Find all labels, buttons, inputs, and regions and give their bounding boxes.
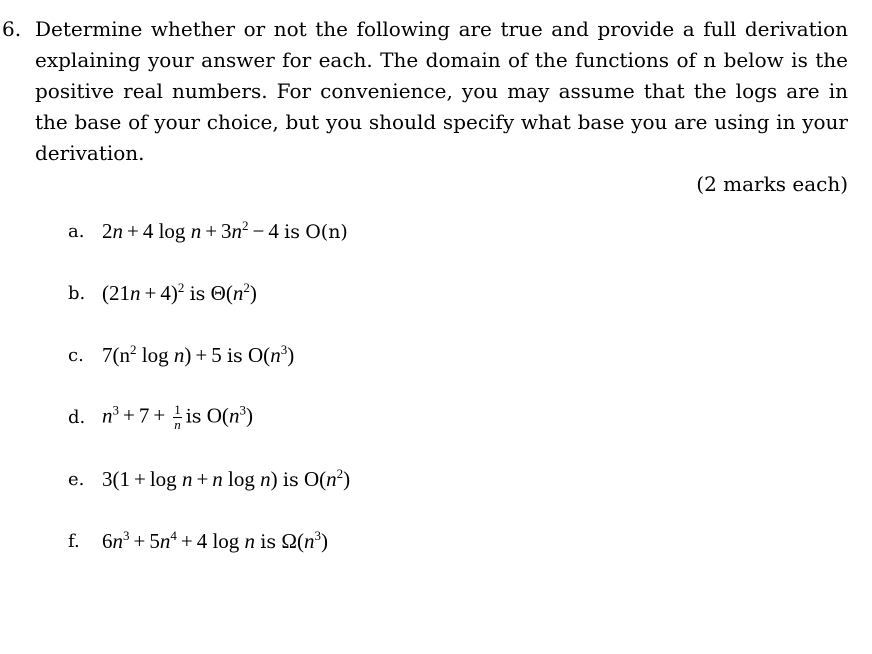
- part-c-letter: c.: [68, 344, 84, 366]
- part-d-letter: d.: [68, 406, 86, 428]
- part-b-letter: b.: [68, 282, 86, 304]
- part-d: [68, 386, 828, 448]
- part-f-letter: f.: [68, 530, 80, 552]
- part-d-expression: $n^3 + 7$ + $\frac{1}{n}$ is $O(n^3)$: [102, 401, 253, 432]
- question-number: 6.: [2, 17, 22, 41]
- parts-list: [68, 200, 828, 572]
- fraction-one-over-n: $\frac{1}{n}$: [174, 401, 181, 432]
- question-6: [0, 14, 848, 200]
- part-a-expression: 2n + 4 $\log n + 3n^2 - 4$ is O(n): [102, 217, 348, 243]
- part-e-letter: e.: [68, 468, 85, 490]
- part-e: [68, 448, 828, 510]
- part-a: [68, 200, 828, 262]
- part-f: [68, 510, 828, 572]
- part-a-letter: a.: [68, 220, 85, 242]
- part-c: [68, 324, 828, 386]
- part-f-expression: $6n^3 + 5n^4 + 4$ log n is $\Omega(n^3)$: [102, 527, 328, 553]
- part-b-expression: $(21n + 4)^2$ is $\Theta(n^2)$: [102, 279, 257, 305]
- part-e-expression: 3(1 + log n + n log n) is $O(n^2)$: [102, 465, 351, 491]
- question-text: Determine whether or not the following are true and provide a full derivation explaining your answer for each. The domain of the functions of n below is the positive real numbers. For convenience, you may assume that the logs are in the base of your choice, but you should specify what base you are using in your derivation.: [35, 17, 848, 165]
- marks-label: (2 marks each): [696, 172, 848, 196]
- part-c-expression: $7(n^2$ log n) + 5 is $O(n^3)$: [102, 341, 295, 367]
- part-b: [68, 262, 828, 324]
